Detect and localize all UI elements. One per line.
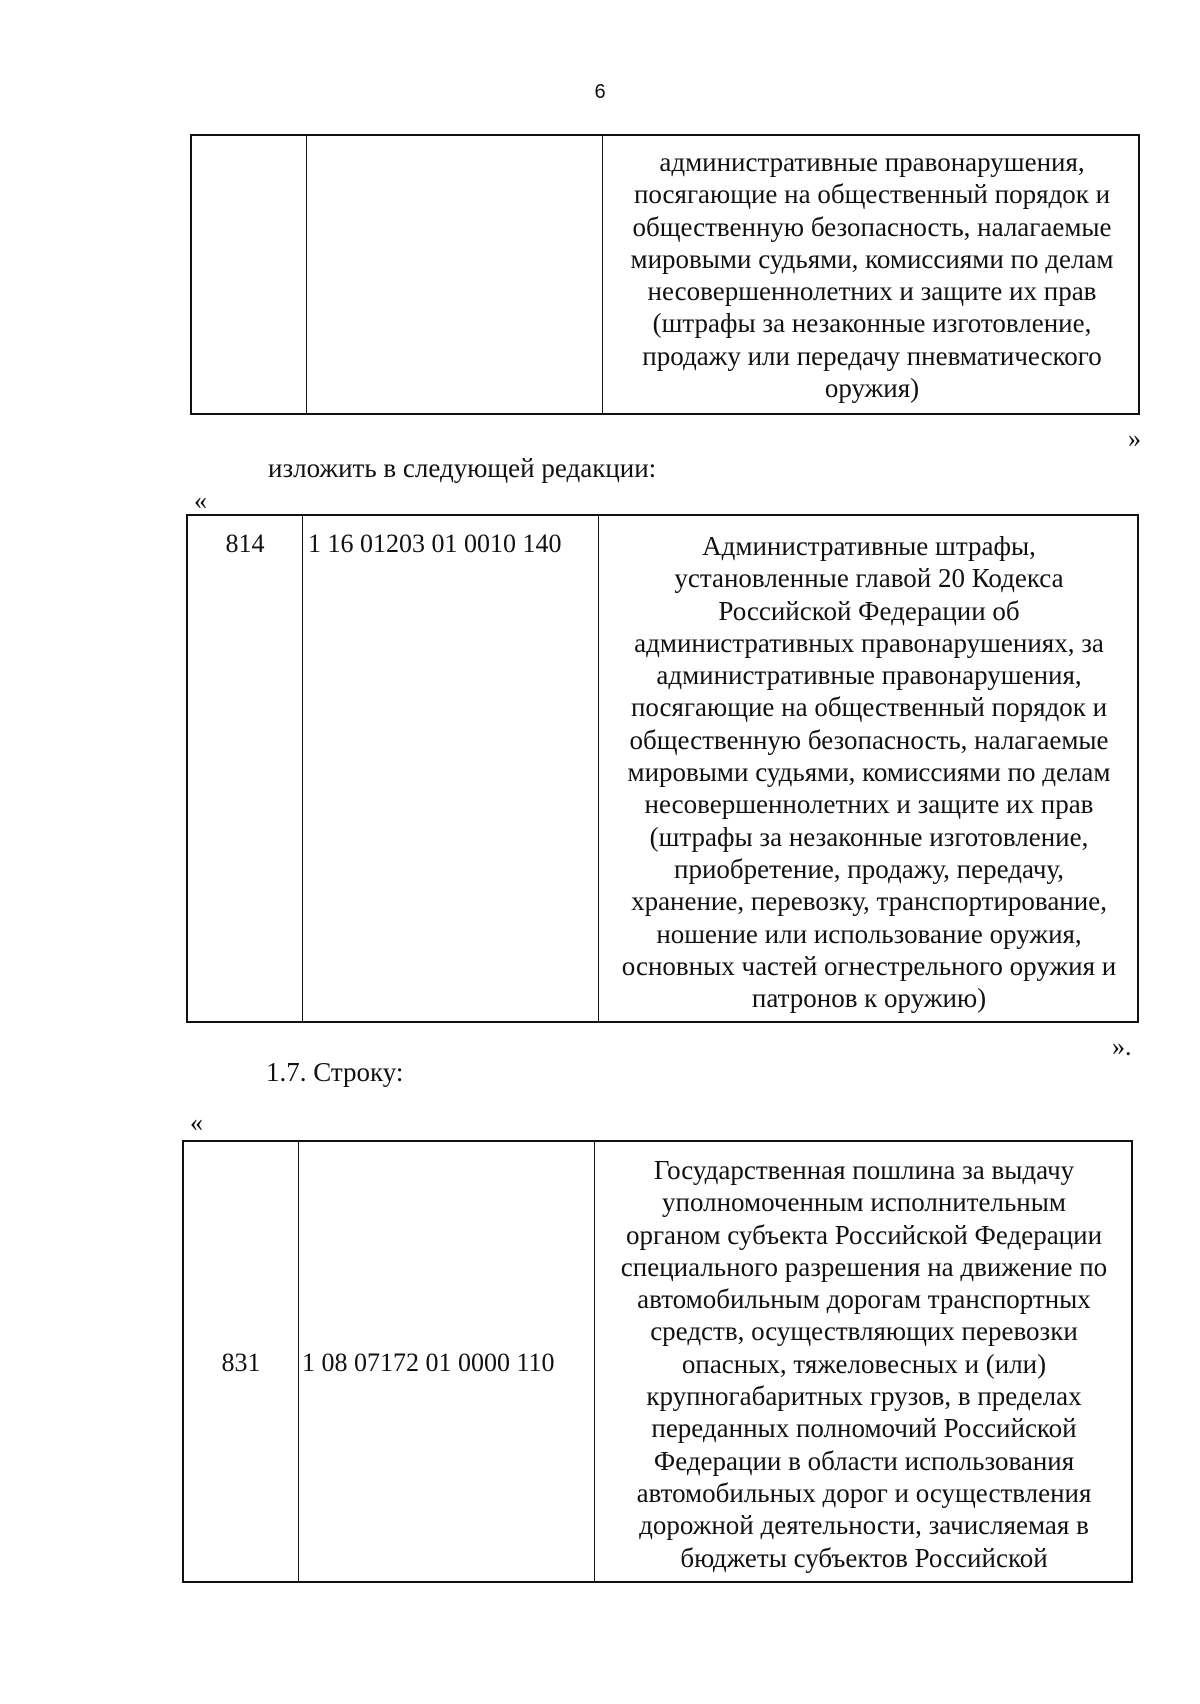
closing-quote: ». xyxy=(1112,1032,1132,1061)
kbk-cell: 1 08 07172 01 0000 110 xyxy=(302,1348,555,1377)
closing-quote: » xyxy=(1128,424,1141,453)
table-new-wording xyxy=(186,514,1139,1023)
page-number: 6 xyxy=(594,81,606,103)
kbk-cell: 1 16 01203 01 0010 140 xyxy=(308,529,562,558)
column-divider xyxy=(594,1142,595,1581)
column-divider xyxy=(298,1142,299,1581)
column-divider xyxy=(302,516,303,1021)
table-continuation xyxy=(190,134,1140,415)
code-cell: 814 xyxy=(225,529,265,558)
column-divider xyxy=(598,516,599,1021)
description-cell: Административные штрафы, установленные главой 20 Кодекса Российской Федерации об административных правонарушениях, за административные правонарушения, посягающие на общественный порядок и общественную безопасность, налагаемые мировыми судьями, комиссиями по делам несовершеннолетних и защите их прав (штрафы за незаконные изготовление, приобретение, продажу, передачу, хранение, перевозку, транспортирование, ношение или использование оружия, основных частей огнестрельного оружия и патронов к оружию) xyxy=(621,531,1117,1014)
column-divider xyxy=(602,136,603,413)
description-cell: административные правонарушения, посягающие на общественный порядок и общественную безопасность, налагаемые мировыми судьями, комиссиями по делам несовершеннолетних и защите их прав (штрафы за незаконные изготовление, продажу или передачу пневматического оружия) xyxy=(630,147,1114,404)
section-heading: 1.7. Строку: xyxy=(266,1057,404,1087)
opening-quote: « xyxy=(190,1108,203,1137)
instruction-text: изложить в следующей редакции: xyxy=(268,453,657,483)
table-row-831 xyxy=(182,1140,1133,1583)
code-cell: 831 xyxy=(221,1348,261,1377)
opening-quote: « xyxy=(194,486,207,515)
column-divider xyxy=(306,136,307,413)
description-cell: Государственная пошлина за выдачу уполномоченным исполнительным органом субъекта Российской Федерации специального разрешения на движение по автомобильным дорогам транспортных средств, осуществляющих перевозки опасных, тяжеловесных и (или) крупногабаритных грузов, в пределах переданных полномочий Российской Федерации в области использования автомобильных дорог и осуществления дорожной деятельности, зачисляемая в бюджеты субъектов Российской xyxy=(620,1155,1108,1573)
